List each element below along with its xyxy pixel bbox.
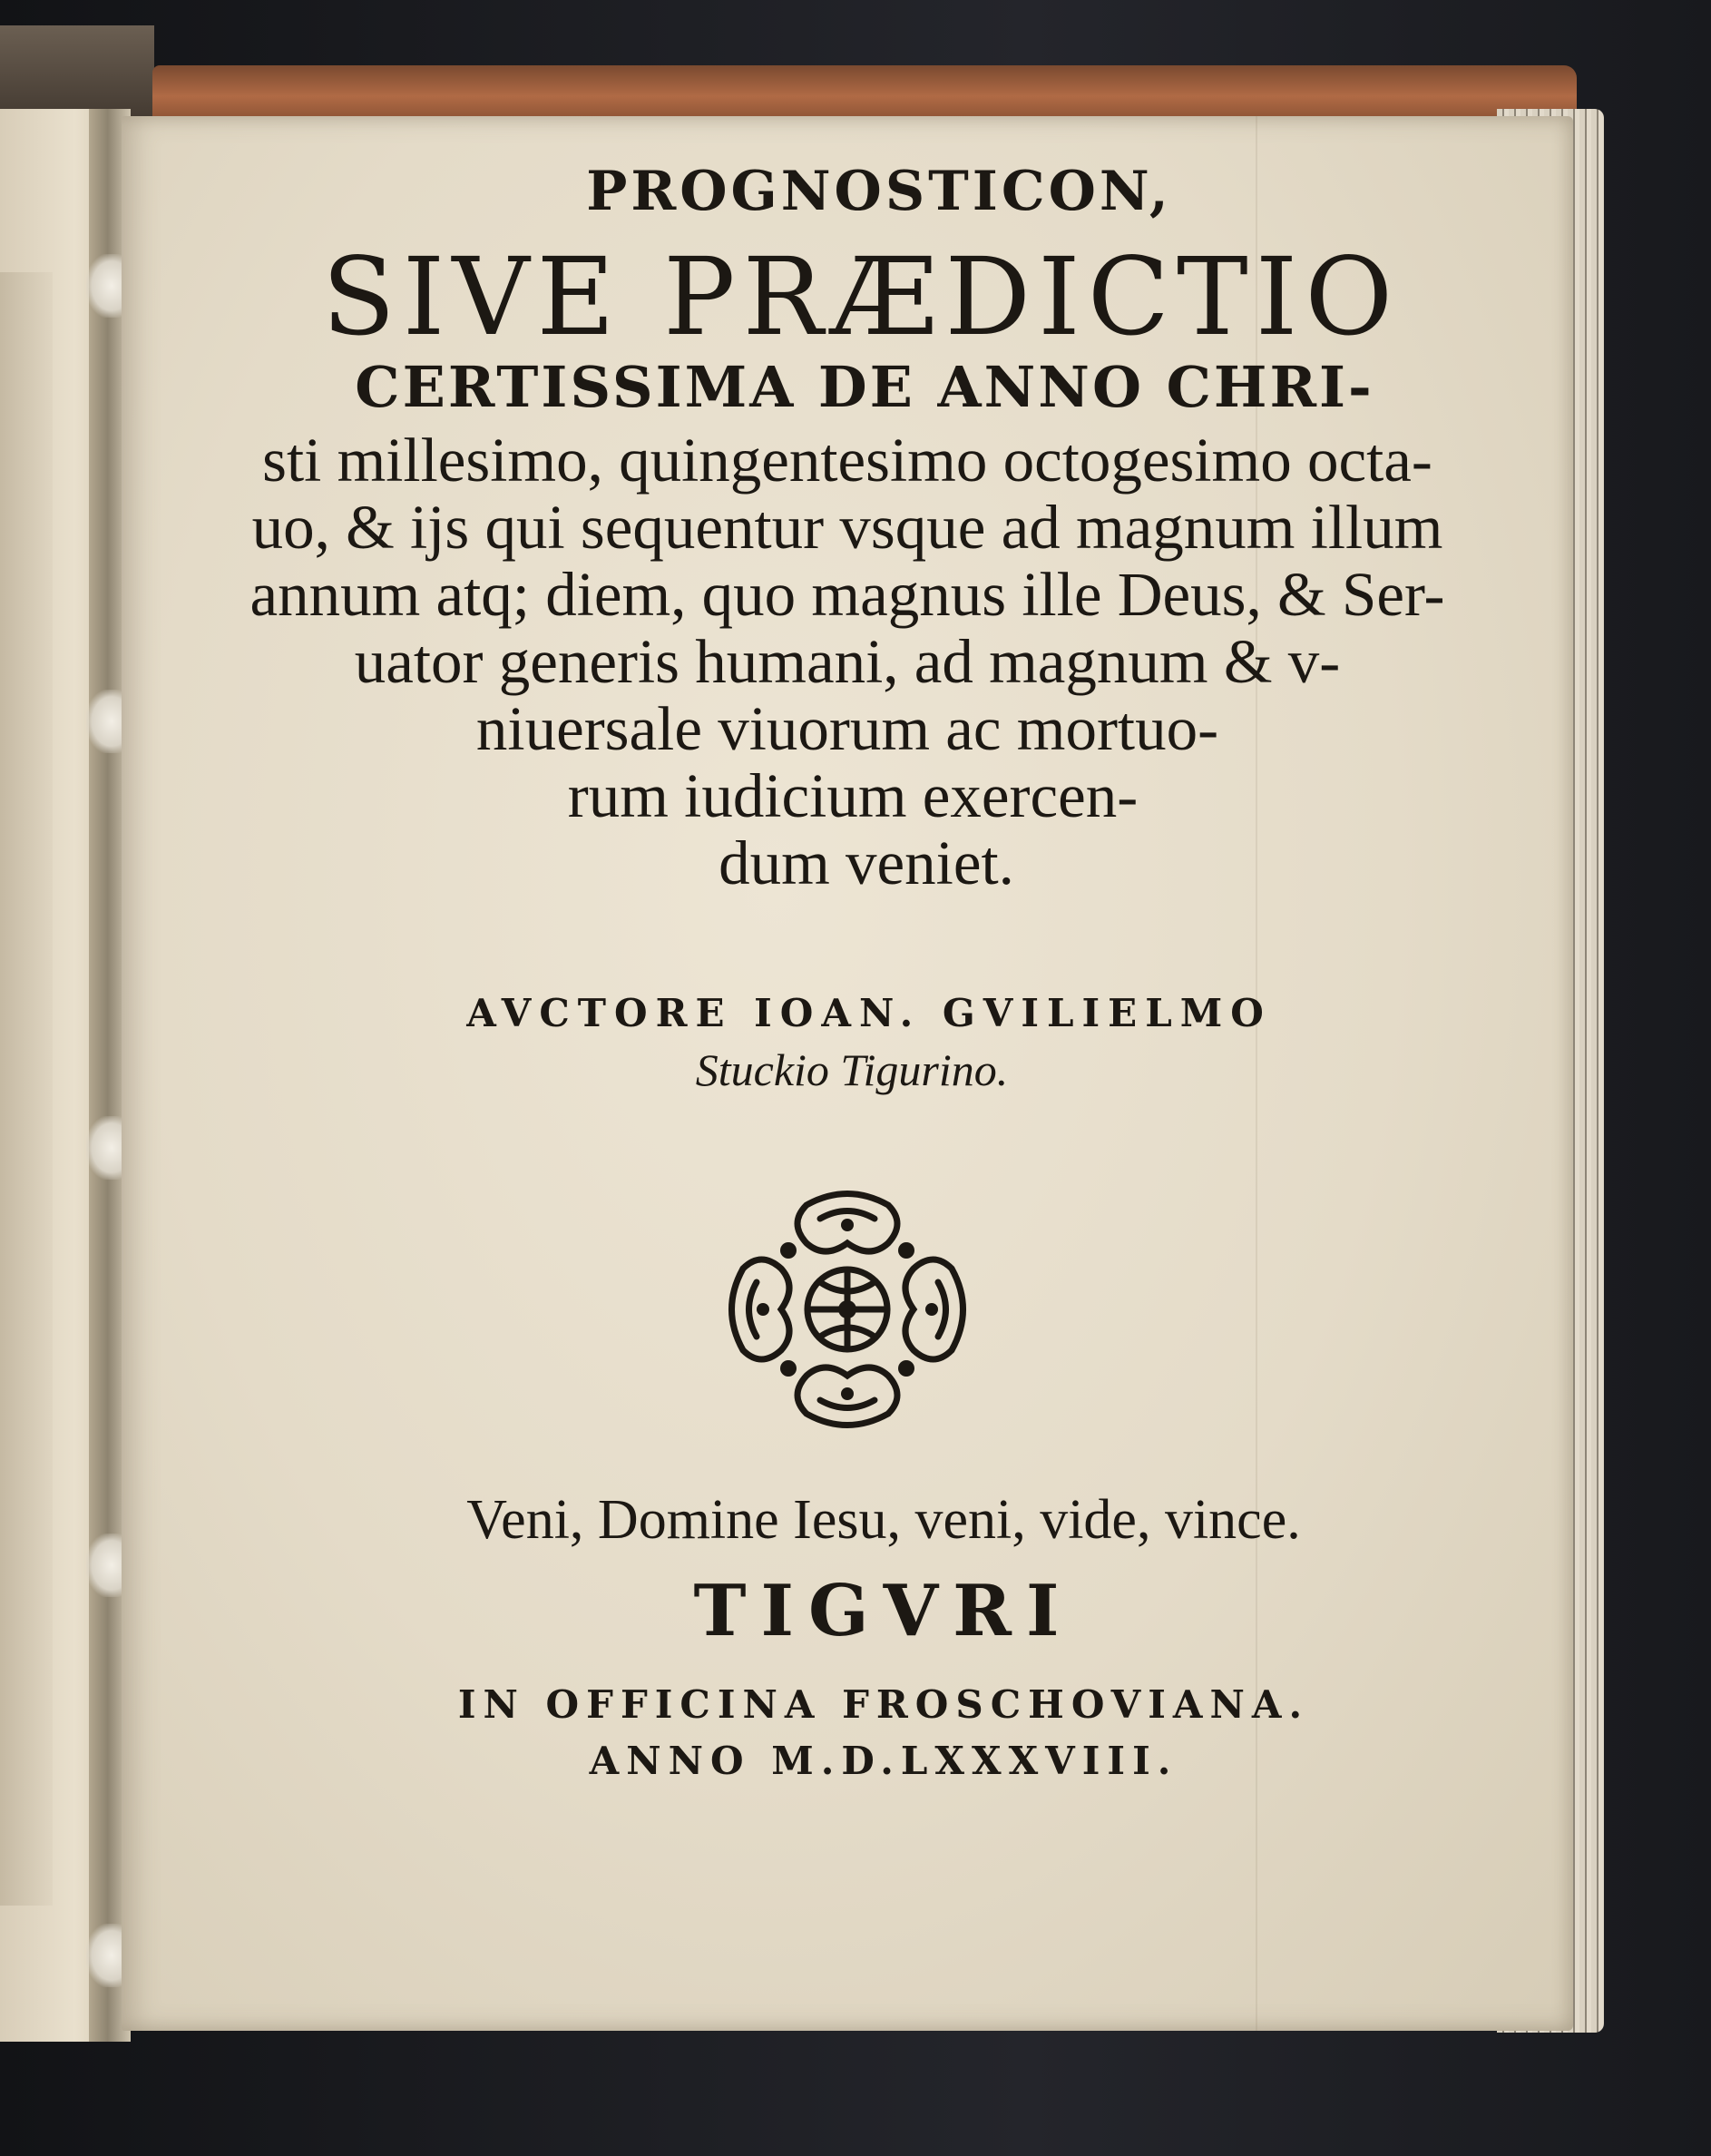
title-line-2: SIVE PRÆDICTIO — [321, 234, 1401, 359]
title-line-8: niuersale viuorum ac mortuo- — [475, 694, 1219, 763]
title-line-9: rum iudicium exercen- — [567, 761, 1139, 830]
imprint-year: ANNO M.D.LXXXVIII. — [589, 1739, 1178, 1783]
imprint-city: TIGVRI — [693, 1570, 1074, 1652]
motto-line: Veni, Domine Iesu, veni, vide, vince. — [466, 1489, 1301, 1551]
title-line-5: uo, & ijs qui sequentur vsque ad magnum illum — [251, 493, 1443, 562]
imprint-printer: IN OFFICINA FROSCHOVIANA. — [457, 1682, 1310, 1727]
printers-fleuron-icon — [725, 1187, 970, 1432]
author-line: AVCTORE IOAN. GVILIELMO — [466, 991, 1272, 1035]
title-line-6: annum atq; diem, quo magnus ille Deus, & Ser- — [249, 560, 1445, 629]
left-page-bleed — [0, 272, 53, 1906]
title-line-10: dum veniet. — [719, 828, 1014, 897]
book-cover-edge — [152, 65, 1577, 122]
title-line-3: CERTISSIMA DE ANNO CHRI- — [355, 354, 1374, 420]
title-line-1: PROGNOSTICON, — [586, 160, 1172, 223]
author-name-italic: Stuckio Tigurino. — [695, 1044, 1009, 1095]
title-line-7: uator generis humani, ad magnum & v- — [354, 627, 1341, 696]
title-page — [122, 116, 1573, 2031]
title-line-4: sti millesimo, quingentesimo octogesimo octa- — [262, 426, 1432, 495]
